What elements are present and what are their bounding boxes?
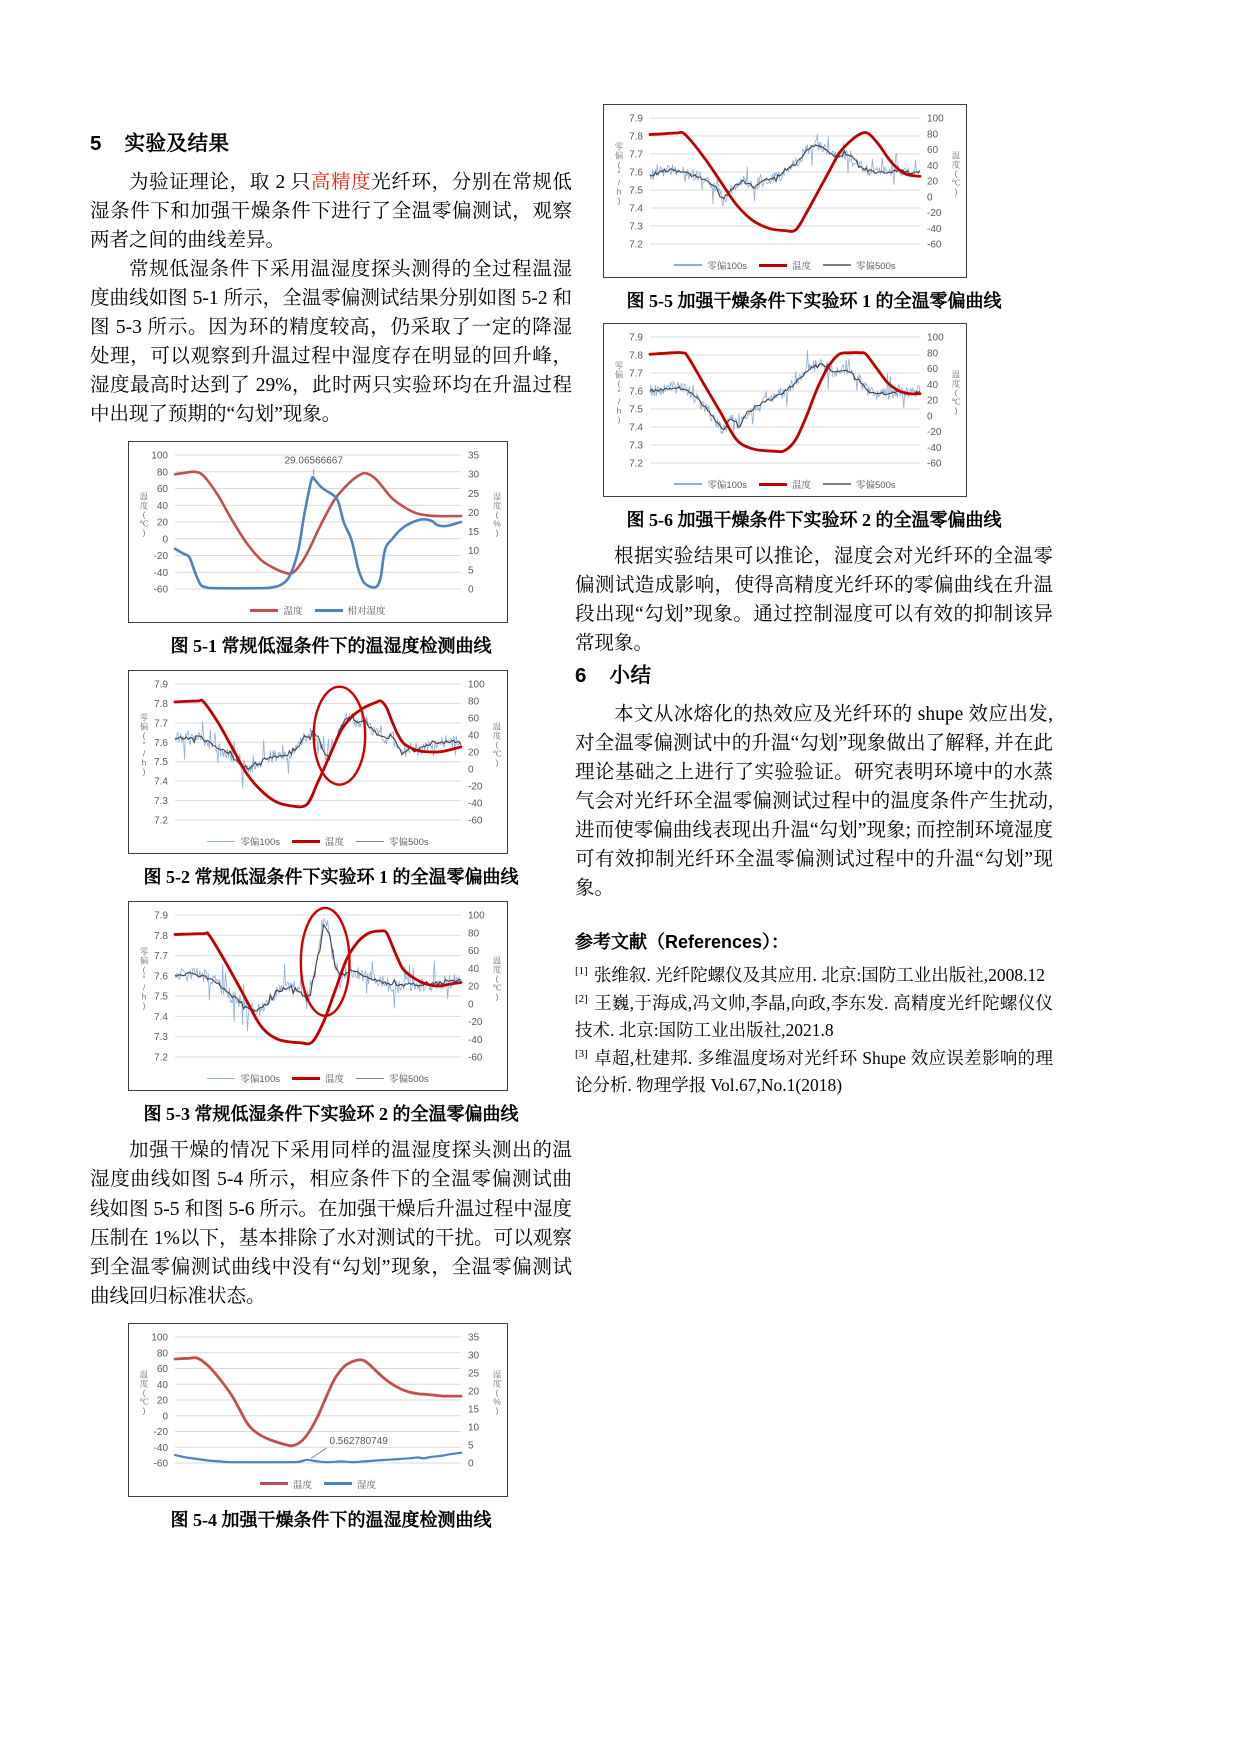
svg-text:30: 30 bbox=[468, 1350, 480, 1362]
svg-text:40: 40 bbox=[468, 964, 480, 976]
svg-text:20: 20 bbox=[156, 1395, 168, 1407]
svg-text:7.4: 7.4 bbox=[629, 203, 643, 215]
svg-text:温度(℃): 温度( ℃ ) bbox=[951, 369, 961, 416]
svg-text:25: 25 bbox=[468, 1368, 480, 1380]
svg-text:0: 0 bbox=[162, 534, 168, 546]
svg-text:-60: -60 bbox=[468, 815, 483, 827]
svg-text:7.3: 7.3 bbox=[629, 440, 643, 452]
svg-text:0: 0 bbox=[162, 1410, 168, 1422]
svg-text:5: 5 bbox=[468, 1440, 474, 1452]
svg-text:100: 100 bbox=[468, 910, 485, 922]
svg-text:7.5: 7.5 bbox=[154, 757, 168, 769]
paragraph-5: 本文从冰熔化的热效应及光纤环的 shupe 效应出发, 对全温零偏测试中的升温“勾划”现象做出了解释, 并在此理论基础之上进行了实验验证。研究表明环境中的水蒸气会对光纤环全温零偏测试过程中的温度条件产生扰动, 进而使零偏曲线表现出升温“勾划”现象; 而控制环境湿度可有效抑制光纤环全温零偏测试过程中的升温“勾划”现象。 bbox=[575, 704, 1053, 900]
legend-line-swatch bbox=[250, 609, 278, 612]
svg-text:7.5: 7.5 bbox=[629, 404, 643, 416]
svg-text:7.3: 7.3 bbox=[154, 796, 168, 808]
svg-text:40: 40 bbox=[468, 730, 480, 742]
svg-text:0: 0 bbox=[927, 192, 933, 204]
legend-line-swatch bbox=[324, 1482, 352, 1485]
legend-label: 零偏100s bbox=[240, 1074, 280, 1086]
svg-text:20: 20 bbox=[468, 747, 480, 759]
legend-item bbox=[315, 603, 386, 617]
svg-text:100: 100 bbox=[468, 679, 485, 691]
svg-text:7.8: 7.8 bbox=[629, 350, 643, 362]
figure-5-1-temp-humidity-chart bbox=[128, 441, 508, 623]
svg-text:温度(℃): 温度( ℃ ) bbox=[951, 150, 961, 197]
svg-text:-60: -60 bbox=[153, 1458, 168, 1470]
highlight-red-text: 高精度 bbox=[310, 172, 372, 193]
svg-text:-20: -20 bbox=[927, 427, 942, 438]
svg-text:-20: -20 bbox=[927, 208, 942, 219]
svg-text:7.9: 7.9 bbox=[154, 910, 168, 922]
legend-item bbox=[250, 603, 302, 617]
section-5-title: 实验及结果 bbox=[124, 132, 230, 155]
legend-item bbox=[260, 1477, 312, 1491]
right-column bbox=[575, 104, 1053, 1100]
figure-5-2-caption: 图 5-2 常规低湿条件下实验环 1 的全温零偏曲线 bbox=[143, 867, 519, 888]
svg-text:-20: -20 bbox=[153, 1426, 168, 1438]
legend-label: 温度 bbox=[791, 261, 811, 272]
legend-item bbox=[207, 834, 280, 848]
svg-text:-60: -60 bbox=[468, 1052, 483, 1064]
svg-text:-60: -60 bbox=[927, 458, 942, 470]
svg-text:7.9: 7.9 bbox=[629, 113, 643, 125]
svg-text:30: 30 bbox=[468, 470, 480, 482]
svg-text:7.7: 7.7 bbox=[629, 149, 643, 161]
svg-text:60: 60 bbox=[468, 713, 480, 725]
figure-5-1-caption: 图 5-1 常规低湿条件下的温湿度检测曲线 bbox=[170, 636, 492, 657]
legend-label: 温度 bbox=[324, 1074, 344, 1086]
svg-text:7.8: 7.8 bbox=[629, 131, 643, 143]
legend-item bbox=[823, 258, 896, 272]
legend-line-swatch bbox=[759, 264, 787, 267]
figure-5-5-caption: 图 5-5 加强干燥条件下实验环 1 的全温零偏曲线 bbox=[626, 291, 1002, 311]
legend-label: 零偏500s bbox=[856, 261, 896, 272]
svg-text:-40: -40 bbox=[927, 442, 942, 454]
svg-text:25: 25 bbox=[468, 489, 480, 501]
left-column bbox=[90, 126, 572, 1542]
svg-text:7.2: 7.2 bbox=[629, 458, 643, 470]
legend-line-swatch bbox=[674, 264, 702, 266]
legend-line-swatch bbox=[260, 1482, 288, 1485]
svg-text:0: 0 bbox=[927, 411, 933, 423]
legend-label: 零偏500s bbox=[389, 1074, 429, 1086]
svg-text:温度(℃): 温度( ℃ ) bbox=[492, 721, 502, 768]
chart-legend bbox=[129, 603, 507, 617]
svg-text:7.3: 7.3 bbox=[154, 1032, 168, 1044]
paragraph-4: 根据实验结果可以推论，湿度会对光纤环的全温零偏测试造成影响，使得高精度光纤环的零偏曲线在升温段出现“勾划”现象。通过控制湿度可以有效的抑制该异常现象。 bbox=[575, 546, 1053, 655]
svg-text:7.5: 7.5 bbox=[629, 185, 643, 197]
svg-text:80: 80 bbox=[156, 1347, 168, 1359]
svg-text:温度(℃): 温度( ℃ ) bbox=[139, 1369, 149, 1416]
svg-text:7.6: 7.6 bbox=[629, 167, 643, 179]
paragraph-3: 加强干燥的情况下采用同样的温湿度探头测出的温湿度曲线如图 5-4 所示，相应条件下的全温零偏测试曲线如图 5-5 和图 5-6 所示。在加强干燥后升温过程中湿度压制在 1%以下，基本排除了水对测试的干扰。可以观察到全温零偏测试曲线中没有“勾划”现象，全温零偏测试曲线回归标准状态。 bbox=[90, 1140, 572, 1307]
svg-text:29.06566667: 29.06566667 bbox=[284, 455, 343, 467]
svg-text:20: 20 bbox=[468, 981, 480, 993]
legend-label: 零偏500s bbox=[389, 837, 429, 849]
svg-text:60: 60 bbox=[156, 1363, 168, 1375]
legend-label: 零偏100s bbox=[707, 480, 747, 491]
legend-item bbox=[292, 1071, 344, 1085]
legend-label: 零偏100s bbox=[707, 261, 747, 272]
legend-item bbox=[759, 258, 811, 272]
svg-text:40: 40 bbox=[927, 379, 939, 391]
legend-item bbox=[207, 1071, 280, 1085]
svg-text:40: 40 bbox=[156, 1379, 168, 1391]
figure-5-2-zero-bias-chart bbox=[128, 670, 508, 854]
svg-text:7.9: 7.9 bbox=[154, 679, 168, 691]
svg-text:15: 15 bbox=[468, 527, 480, 539]
svg-text:7.6: 7.6 bbox=[154, 738, 168, 750]
svg-text:80: 80 bbox=[156, 467, 168, 479]
svg-text:-40: -40 bbox=[468, 1035, 483, 1047]
svg-text:0: 0 bbox=[468, 1458, 474, 1470]
chart-legend bbox=[604, 477, 966, 491]
legend-line-swatch bbox=[674, 483, 702, 485]
svg-text:20: 20 bbox=[927, 395, 939, 407]
svg-text:35: 35 bbox=[468, 1332, 480, 1344]
svg-text:-20: -20 bbox=[468, 1017, 483, 1029]
svg-text:7.6: 7.6 bbox=[154, 971, 168, 983]
references-title: 参考文献（References）： bbox=[575, 931, 790, 952]
svg-text:40: 40 bbox=[927, 160, 939, 172]
legend-label: 温度 bbox=[791, 480, 811, 491]
legend-label: 零偏500s bbox=[856, 480, 896, 491]
chart-legend bbox=[129, 834, 507, 848]
svg-text:60: 60 bbox=[927, 145, 939, 156]
figure-5-6-caption: 图 5-6 加强干燥条件下实验环 2 的全温零偏曲线 bbox=[626, 510, 1002, 530]
section-5-number: 5 bbox=[90, 132, 102, 155]
svg-text:-20: -20 bbox=[153, 551, 168, 563]
svg-text:-60: -60 bbox=[153, 584, 168, 596]
svg-text:20: 20 bbox=[927, 176, 939, 188]
svg-text:7.8: 7.8 bbox=[154, 931, 168, 943]
reference-1-label: [1] bbox=[575, 964, 588, 977]
legend-item bbox=[356, 834, 429, 848]
svg-text:温度(℃): 温度( ℃ ) bbox=[139, 491, 149, 538]
legend-item bbox=[356, 1071, 429, 1085]
section-6-number: 6 bbox=[575, 664, 587, 688]
paragraph-1 bbox=[90, 168, 572, 255]
paragraph-1-after: 光纤环，分别在常规低湿条件下和加强干燥条件下进行了全温零偏测试，观察两者之间的曲线差异。 bbox=[90, 172, 572, 252]
svg-text:-40: -40 bbox=[153, 568, 168, 580]
reference-2-label: [2] bbox=[575, 993, 588, 1006]
svg-text:80: 80 bbox=[468, 696, 480, 708]
svg-text:7.2: 7.2 bbox=[154, 1052, 168, 1064]
reference-3-text: 卓超,杜建邦. 多维温度场对光纤环 Shupe 效应误差影响的理论分析. 物理学报 Vol.67,No.1(2018) bbox=[575, 1048, 1053, 1095]
section-6-heading bbox=[575, 658, 1053, 688]
svg-text:-40: -40 bbox=[468, 798, 483, 810]
reference-1-text: 张维叙. 光纤陀螺仪及其应用. 北京:国防工业出版社,2008.12 bbox=[593, 964, 1045, 985]
svg-text:60: 60 bbox=[927, 364, 939, 375]
legend-label: 零偏100s bbox=[240, 837, 280, 849]
svg-text:零偏(°/h): 零偏( ° / h ) bbox=[139, 946, 149, 1011]
legend-item bbox=[823, 477, 896, 491]
legend-label: 温度 bbox=[283, 606, 303, 618]
svg-text:100: 100 bbox=[151, 1332, 168, 1344]
svg-text:-40: -40 bbox=[153, 1442, 168, 1454]
svg-text:80: 80 bbox=[927, 129, 939, 141]
svg-text:湿度(%): 湿度( % ) bbox=[492, 1369, 502, 1416]
svg-text:温度(℃): 温度( ℃ ) bbox=[492, 955, 502, 1002]
svg-text:7.2: 7.2 bbox=[629, 239, 643, 251]
svg-text:7.7: 7.7 bbox=[154, 718, 168, 730]
legend-line-swatch bbox=[356, 1078, 384, 1080]
svg-text:20: 20 bbox=[468, 1386, 480, 1398]
svg-text:7.7: 7.7 bbox=[629, 368, 643, 380]
chart-legend bbox=[129, 1071, 507, 1085]
svg-text:5: 5 bbox=[468, 565, 474, 577]
svg-text:7.8: 7.8 bbox=[154, 699, 168, 711]
chart-legend bbox=[129, 1477, 507, 1491]
svg-text:7.2: 7.2 bbox=[154, 815, 168, 827]
svg-text:100: 100 bbox=[927, 332, 944, 344]
svg-text:20: 20 bbox=[468, 508, 480, 520]
legend-label: 湿度 bbox=[357, 1479, 377, 1491]
legend-line-swatch bbox=[292, 840, 320, 843]
svg-text:35: 35 bbox=[468, 450, 480, 462]
legend-item bbox=[674, 258, 747, 272]
legend-line-swatch bbox=[207, 841, 235, 843]
svg-text:零偏(°/h): 零偏( ° / h ) bbox=[614, 360, 624, 425]
reference-item bbox=[575, 1045, 1053, 1098]
svg-text:7.4: 7.4 bbox=[154, 777, 168, 789]
svg-text:60: 60 bbox=[468, 946, 480, 958]
svg-text:-40: -40 bbox=[927, 223, 942, 235]
legend-label: 相对湿度 bbox=[347, 606, 386, 618]
svg-text:60: 60 bbox=[156, 484, 168, 496]
svg-text:湿度(%): 湿度( % ) bbox=[492, 491, 502, 538]
svg-text:7.7: 7.7 bbox=[154, 951, 168, 963]
paragraph-2: 常规低湿条件下采用温湿度探头测得的全过程温湿度曲线如图 5-1 所示，全温零偏测试结果分别如图 5-2 和图 5-3 所示。因为环的精度较高，仍采取了一定的降湿处理，可以观察到升温过程中湿度存在明显的回升峰，湿度最高时达到了 29%，此时两只实验环均在升温过程中出现了预期的“勾划”现象。 bbox=[90, 259, 572, 426]
figure-5-3-caption: 图 5-3 常规低湿条件下实验环 2 的全温零偏曲线 bbox=[143, 1104, 519, 1125]
legend-label: 温度 bbox=[324, 837, 344, 849]
svg-text:-20: -20 bbox=[468, 781, 483, 793]
svg-text:10: 10 bbox=[468, 546, 480, 558]
svg-text:0.562780749: 0.562780749 bbox=[329, 1435, 388, 1447]
svg-text:15: 15 bbox=[468, 1404, 480, 1416]
svg-text:零偏(°/h): 零偏( ° / h ) bbox=[139, 712, 149, 777]
svg-text:7.4: 7.4 bbox=[629, 422, 643, 434]
svg-text:7.9: 7.9 bbox=[629, 332, 643, 344]
svg-text:零偏(°/h): 零偏( ° / h ) bbox=[614, 141, 624, 206]
reference-3-label: [3] bbox=[575, 1048, 588, 1061]
legend-line-swatch bbox=[315, 609, 343, 612]
svg-text:40: 40 bbox=[156, 501, 168, 513]
svg-text:80: 80 bbox=[927, 348, 939, 360]
legend-label: 温度 bbox=[292, 1479, 312, 1491]
svg-text:0: 0 bbox=[468, 764, 474, 776]
legend-item bbox=[759, 477, 811, 491]
svg-text:100: 100 bbox=[927, 113, 944, 125]
figure-5-5-zero-bias-chart bbox=[603, 104, 967, 278]
svg-text:10: 10 bbox=[468, 1422, 480, 1434]
svg-text:0: 0 bbox=[468, 999, 474, 1011]
svg-text:100: 100 bbox=[151, 450, 168, 462]
chart-legend bbox=[604, 258, 966, 272]
legend-item bbox=[324, 1477, 376, 1491]
svg-text:-60: -60 bbox=[927, 239, 942, 251]
reference-item bbox=[575, 990, 1053, 1043]
figure-5-6-zero-bias-chart bbox=[603, 323, 967, 497]
legend-line-swatch bbox=[759, 483, 787, 486]
svg-text:20: 20 bbox=[156, 517, 168, 529]
paragraph-1-before: 为验证理论，取 2 只 bbox=[129, 172, 311, 193]
svg-text:7.3: 7.3 bbox=[629, 221, 643, 233]
section-6-title: 小结 bbox=[609, 664, 652, 688]
svg-text:7.4: 7.4 bbox=[154, 1012, 168, 1024]
reference-2-text: 王巍,于海成,冯文帅,李晶,向政,李东发. 高精度光纤陀螺仪仪技术. 北京:国防工业出版社,2021.8 bbox=[575, 993, 1053, 1040]
legend-item bbox=[674, 477, 747, 491]
legend-line-swatch bbox=[207, 1078, 235, 1080]
figure-5-4-caption: 图 5-4 加强干燥条件下的温湿度检测曲线 bbox=[170, 1509, 492, 1530]
legend-line-swatch bbox=[356, 841, 384, 843]
svg-text:7.5: 7.5 bbox=[154, 992, 168, 1004]
legend-line-swatch bbox=[823, 264, 851, 266]
figure-5-3-zero-bias-chart bbox=[128, 901, 508, 1091]
section-5-heading bbox=[90, 126, 572, 156]
legend-item bbox=[292, 834, 344, 848]
svg-text:0: 0 bbox=[468, 584, 474, 596]
figure-5-4-temp-humidity-chart bbox=[128, 1323, 508, 1497]
svg-text:7.6: 7.6 bbox=[629, 386, 643, 398]
legend-line-swatch bbox=[823, 483, 851, 485]
legend-line-swatch bbox=[292, 1077, 320, 1080]
reference-item bbox=[575, 962, 1053, 989]
svg-text:80: 80 bbox=[468, 928, 480, 940]
